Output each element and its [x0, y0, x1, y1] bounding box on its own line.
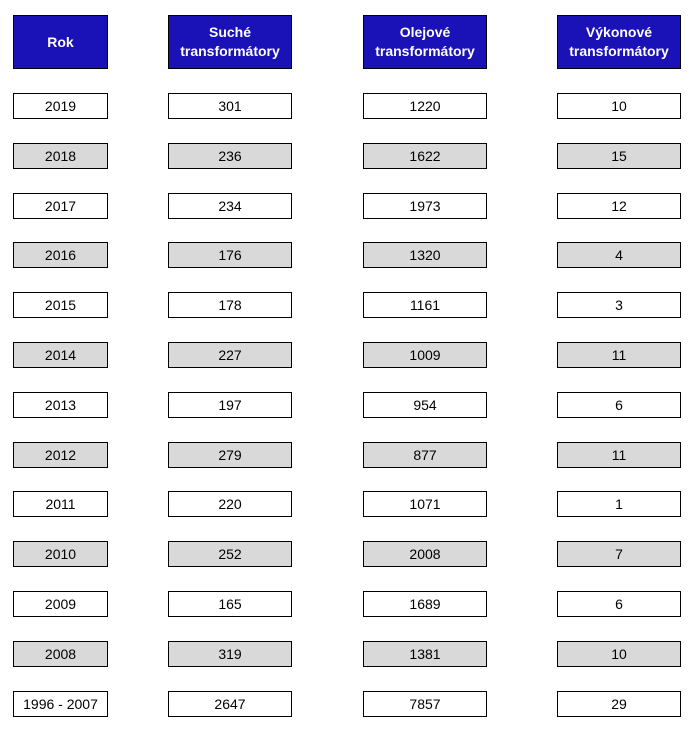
- cell-year-row-6: 2013: [13, 392, 108, 418]
- cell-year-row-2: 2017: [13, 193, 108, 219]
- cell-power-row-0: 10: [557, 93, 681, 119]
- cell-power-row-4: 3: [557, 292, 681, 318]
- cell-dry-row-11: 319: [168, 641, 292, 667]
- cell-year-row-5: 2014: [13, 342, 108, 368]
- cell-oil-row-1: 1622: [363, 143, 487, 169]
- cell-dry-row-12: 2647: [168, 691, 292, 717]
- cell-dry-row-9: 252: [168, 541, 292, 567]
- cell-dry-row-8: 220: [168, 491, 292, 517]
- cell-oil-row-9: 2008: [363, 541, 487, 567]
- cell-year-row-9: 2010: [13, 541, 108, 567]
- cell-oil-row-2: 1973: [363, 193, 487, 219]
- header-power: Výkonové transformátory: [557, 15, 681, 69]
- cell-oil-row-6: 954: [363, 392, 487, 418]
- cell-oil-row-4: 1161: [363, 292, 487, 318]
- cell-power-row-5: 11: [557, 342, 681, 368]
- cell-year-row-4: 2015: [13, 292, 108, 318]
- cell-year-row-11: 2008: [13, 641, 108, 667]
- cell-oil-row-5: 1009: [363, 342, 487, 368]
- cell-dry-row-10: 165: [168, 591, 292, 617]
- cell-dry-row-2: 234: [168, 193, 292, 219]
- cell-oil-row-11: 1381: [363, 641, 487, 667]
- cell-year-row-0: 2019: [13, 93, 108, 119]
- cell-dry-row-1: 236: [168, 143, 292, 169]
- cell-year-row-1: 2018: [13, 143, 108, 169]
- header-oil: Olejové transformátory: [363, 15, 487, 69]
- header-year: Rok: [13, 15, 108, 69]
- cell-year-row-10: 2009: [13, 591, 108, 617]
- cell-oil-row-0: 1220: [363, 93, 487, 119]
- cell-power-row-3: 4: [557, 242, 681, 268]
- cell-dry-row-0: 301: [168, 93, 292, 119]
- cell-oil-row-10: 1689: [363, 591, 487, 617]
- cell-power-row-9: 7: [557, 541, 681, 567]
- cell-dry-row-5: 227: [168, 342, 292, 368]
- cell-dry-row-7: 279: [168, 442, 292, 468]
- cell-power-row-2: 12: [557, 193, 681, 219]
- cell-power-row-11: 10: [557, 641, 681, 667]
- cell-power-row-8: 1: [557, 491, 681, 517]
- cell-dry-row-6: 197: [168, 392, 292, 418]
- cell-year-row-7: 2012: [13, 442, 108, 468]
- cell-oil-row-7: 877: [363, 442, 487, 468]
- cell-oil-row-8: 1071: [363, 491, 487, 517]
- cell-dry-row-4: 178: [168, 292, 292, 318]
- cell-power-row-10: 6: [557, 591, 681, 617]
- cell-power-row-7: 11: [557, 442, 681, 468]
- cell-oil-row-12: 7857: [363, 691, 487, 717]
- cell-power-row-1: 15: [557, 143, 681, 169]
- cell-year-row-8: 2011: [13, 491, 108, 517]
- cell-power-row-6: 6: [557, 392, 681, 418]
- cell-dry-row-3: 176: [168, 242, 292, 268]
- cell-year-row-12: 1996 - 2007: [13, 691, 108, 717]
- cell-power-row-12: 29: [557, 691, 681, 717]
- header-dry: Suché transformátory: [168, 15, 292, 69]
- cell-year-row-3: 2016: [13, 242, 108, 268]
- cell-oil-row-3: 1320: [363, 242, 487, 268]
